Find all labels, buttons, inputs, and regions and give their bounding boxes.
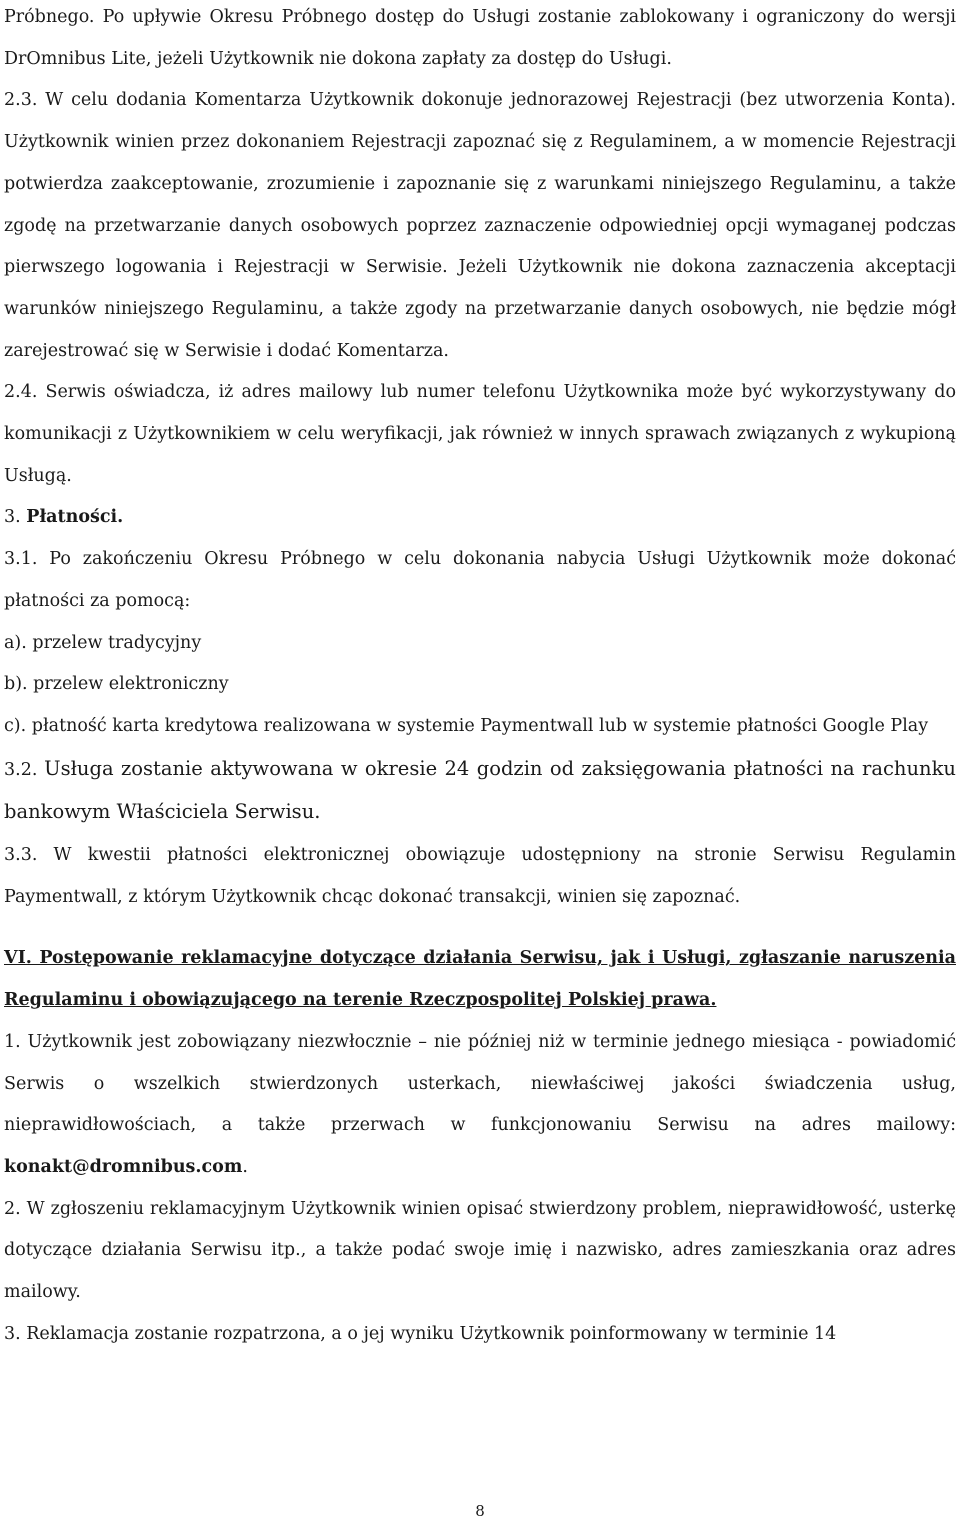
paragraph-trial: Próbnego. Po upływie Okresu Próbnego dostęp do Usługi zostanie zablokowany i ograniczony do wersji DrOmnibus Lite, jeżeli Użytkownik nie dokona zapłaty za dostęp do Usługi.: [4, 7, 956, 69]
paragraph-3-3: 3.3. W kwestii płatności elektronicznej obowiązuje udostępniony na stronie Serwisu Regulamin Paymentwall, z którym Użytkownik chcąc dokonać transakcji, winien się zapoznać.: [4, 845, 956, 907]
paragraph-VI-1-end: .: [242, 1156, 248, 1177]
paragraph-3-2-number: 3.2.: [4, 759, 38, 780]
section-3-heading: [4, 497, 956, 539]
paragraph-3-1: 3.1. Po zakończeniu Okresu Próbnego w celu dokonania nabycia Usługi Użytkownik może dokonać płatności za pomocą:: [4, 549, 956, 611]
page-number: 8: [475, 1502, 485, 1520]
paragraph-VI-3: 3. Reklamacja zostanie rozpatrzona, a o jej wyniku Użytkownik poinformowany w terminie 14: [4, 1323, 837, 1344]
paragraph-VI-1: [4, 1022, 956, 1189]
paragraph-VI-2: 2. W zgłoszeniu reklamacyjnym Użytkownik winien opisać stwierdzony problem, nieprawidłowość, usterkę dotyczące działania Serwisu itp., a także podać swoje imię i nazwisko, adres zamieszkania oraz adres mailowy.: [4, 1198, 956, 1303]
option-a: a). przelew tradycyjny: [4, 632, 202, 653]
section-3-title: Płatności.: [26, 507, 124, 528]
paragraph-2-3: 2.3. W celu dodania Komentarza Użytkownik dokonuje jednorazowej Rejestracji (bez utworzenia Konta). Użytkownik winien przez dokonaniem Rejestracji zapoznać się z Regulaminem, a w momencie Rejestracji potwierdza zaakceptowanie, zrozumienie i zapoznanie się z warunkami niniejszego Regulaminu, a także zgodę na przetwarzanie danych osobowych poprzez zaznaczenie odpowiedniej opcji wymaganej podczas pierwszego logowania i Rejestracji w Serwisie. Jeżeli Użytkownik nie dokona zaznaczenia akceptacji warunków niniejszego Regulaminu, a także zgody na przetwarzanie danych osobowych, nie będzie mógł zarejestrować się w Serwisie i dodać Komentarza.: [4, 90, 956, 361]
paragraph-VI-1-text: 1. Użytkownik jest zobowiązany niezwłocznie – nie później niż w terminie jednego miesiąca - powiadomić Serwis o wszelkich stwierdzonych usterkach, niewłaściwej jakości świadczenia usług, nieprawidłowościach, a także przerwach w funkcjonowaniu Serwisu na adres mailowy:: [4, 1031, 956, 1136]
paragraph-2-4: 2.4. Serwis oświadcza, iż adres mailowy lub numer telefonu Użytkownika może być wykorzystywany do komunikacji z Użytkownikiem w celu weryfikacji, jak również w innych sprawach związanych z wykupioną Usługą.: [4, 382, 956, 486]
paragraph-3-2: [4, 748, 956, 835]
paragraph-3-2-text: Usługa zostanie aktywowana w okresie 24 godzin od zaksięgowania płatności na rachunku bankowym Właściciela Serwisu.: [4, 756, 956, 824]
option-c: c). płatność karta kredytowa realizowana w systemie Paymentwall lub w systemie płatności Google Play: [4, 715, 929, 736]
section-3-number: 3.: [4, 507, 21, 528]
section-VI-heading: VI. Postępowanie reklamacyjne dotyczące działania Serwisu, jak i Usługi, zgłaszanie naruszenia Regulaminu i obowiązującego na terenie Rzeczpospolitej Polskiej prawa.: [4, 948, 956, 1011]
contact-email: konakt@dromnibus.com: [4, 1156, 243, 1177]
option-b: b). przelew elektroniczny: [4, 674, 229, 695]
